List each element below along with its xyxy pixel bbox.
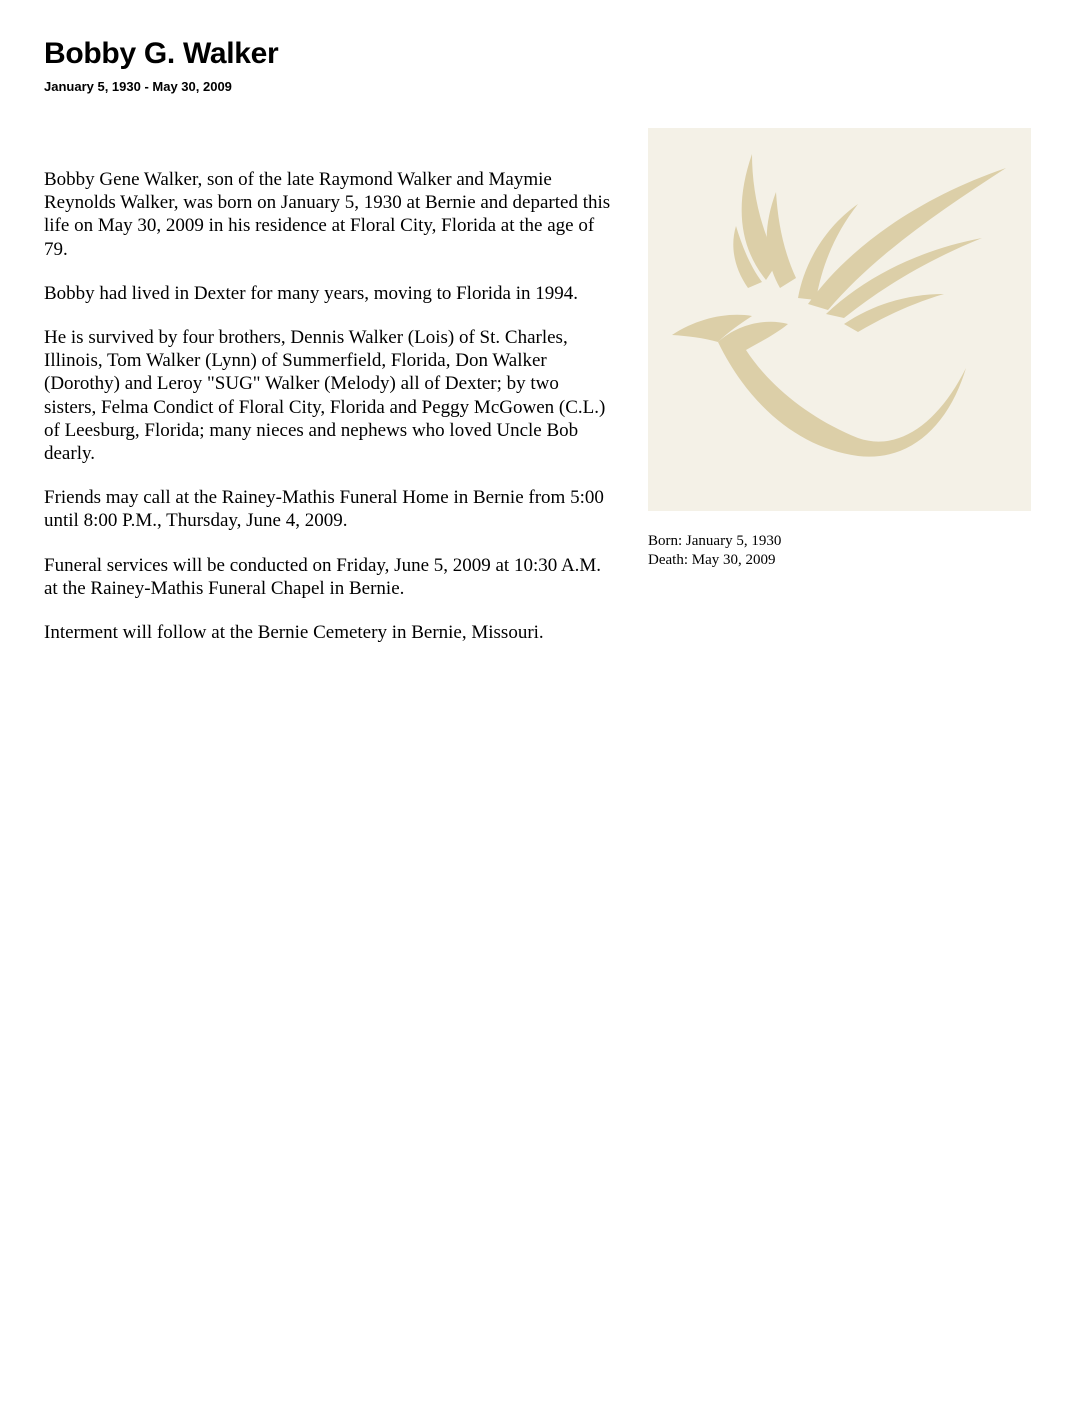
obituary-paragraph: He is survived by four brothers, Dennis Walker (Lois) of St. Charles, Illinois, Tom Walker (Lynn) of Summerfield, Florida, Don Walker (Dorothy) and Leroy "SUG" Walker (Melody) all of Dexter; by two sisters, Felma Condict of Floral City, Florida and Peggy McGowen (C.L.) of Leesburg, Florida; many nieces and nephews who loved Uncle Bob dearly.	[44, 327, 606, 465]
obituary-text	[44, 168, 614, 665]
obituary-paragraph: Bobby Gene Walker, son of the late Raymond Walker and Maymie Reynolds Walker, was born on January 5, 1930 at Bernie and departed this life on May 30, 2009 in his residence at Floral City, Florida at the age of 79.	[44, 169, 611, 260]
born-date: Born: January 5, 1930	[648, 533, 782, 549]
death-date: Death: May 30, 2009	[648, 552, 776, 568]
obituary-paragraph: Interment will follow at the Bernie Cemetery in Bernie, Missouri.	[44, 622, 544, 644]
obituary-paragraph: Funeral services will be conducted on Friday, June 5, 2009 at 10:30 A.M. at the Rainey-Mathis Funeral Chapel in Bernie.	[44, 554, 602, 599]
dove-icon	[648, 128, 1031, 511]
memorial-image	[648, 128, 1031, 511]
page-title: Bobby G. Walker	[44, 37, 279, 70]
life-dates: January 5, 1930 - May 30, 2009	[44, 79, 232, 94]
obituary-paragraph: Bobby had lived in Dexter for many years, moving to Florida in 1994.	[44, 282, 579, 304]
vital-dates	[648, 532, 781, 570]
obituary-paragraph: Friends may call at the Rainey-Mathis Funeral Home in Bernie from 5:00 until 8:00 P.M., Thursday, June 4, 2009.	[44, 487, 604, 532]
